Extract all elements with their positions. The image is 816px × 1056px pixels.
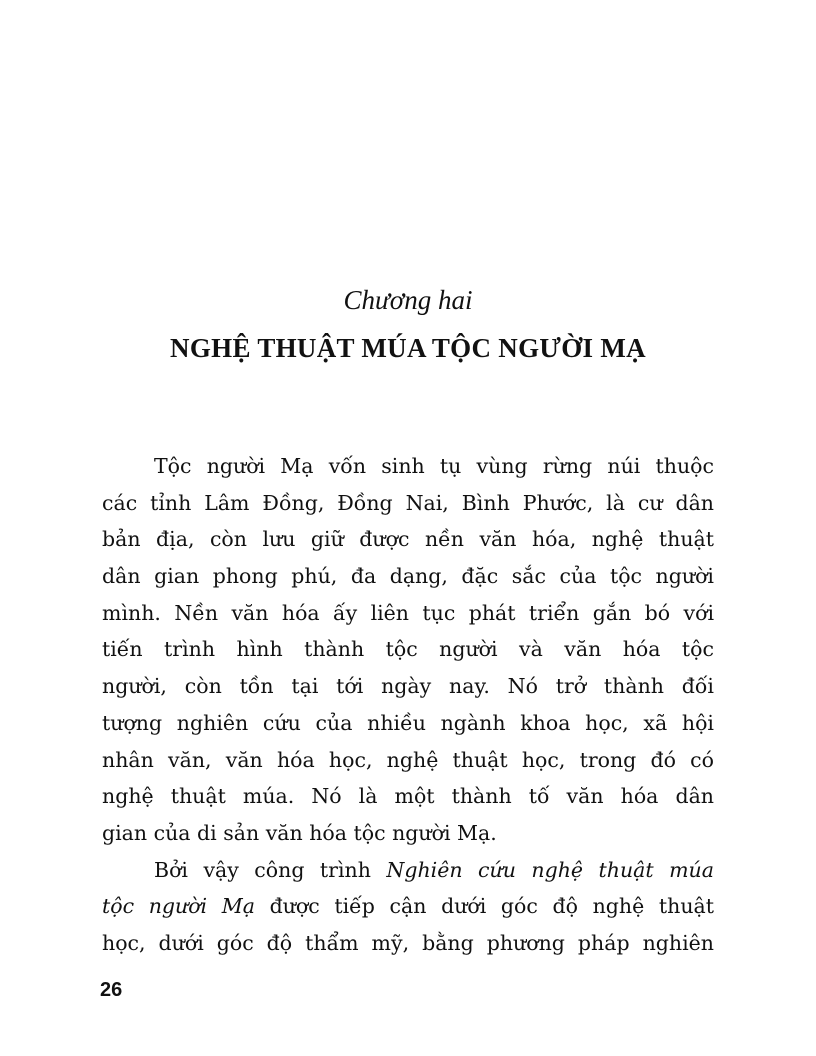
paragraph-2-line-2 — [102, 888, 714, 925]
chapter-label: Chương hai — [343, 285, 473, 315]
paragraph-1-line-10: nghệ thuật múa. Nó là một thành tố văn hóa dân — [102, 784, 714, 809]
paragraph-1-line-5: mình. Nền văn hóa ấy liên tục phát triển gắn bó với — [102, 600, 714, 625]
paragraph-1-line-11: gian của di sản văn hóa tộc người Mạ. — [102, 820, 497, 845]
paragraph-1-line-7: người, còn tồn tại tới ngày nay. Nó trở thành đối — [102, 674, 714, 699]
page-number: 26 — [100, 979, 123, 1001]
paragraph-1-line-8: tượng nghiên cứu của nhiều ngành khoa học, xã hội — [102, 710, 714, 735]
paragraph-2-line-1 — [102, 852, 714, 889]
paragraph-1-line-1: Tộc người Mạ vốn sinh tụ vùng rừng núi thuộc — [154, 454, 714, 478]
book-title-part-2: tộc người Mạ — [102, 894, 255, 919]
paragraph-1-line-3: bản địa, còn lưu giữ được nền văn hóa, nghệ thuật — [102, 527, 714, 552]
body-text — [102, 448, 714, 962]
paragraph-1-line-9: nhân văn, văn hóa học, nghệ thuật học, trong đó có — [102, 747, 714, 772]
paragraph-1-line-4: dân gian phong phú, đa dạng, đặc sắc của tộc người — [102, 564, 714, 589]
paragraph-1-line-2: các tỉnh Lâm Đồng, Đồng Nai, Bình Phước, là cư dân — [102, 490, 714, 515]
chapter-title: NGHỆ THUẬT MÚA TỘC NGƯỜI MẠ — [170, 333, 646, 363]
paragraph-2-line-2-text: được tiếp cận dưới góc độ nghệ thuật — [254, 894, 714, 919]
paragraph-1-line-6: tiến trình hình thành tộc người và văn hóa tộc — [102, 637, 714, 662]
book-title-part-1: Nghiên cứu nghệ thuật múa — [386, 857, 714, 882]
paragraph-2-line-1-text: Bởi vậy công trình — [154, 857, 387, 882]
paragraph-2-line-3: học, dưới góc độ thẩm mỹ, bằng phương pháp nghiên — [102, 930, 714, 955]
